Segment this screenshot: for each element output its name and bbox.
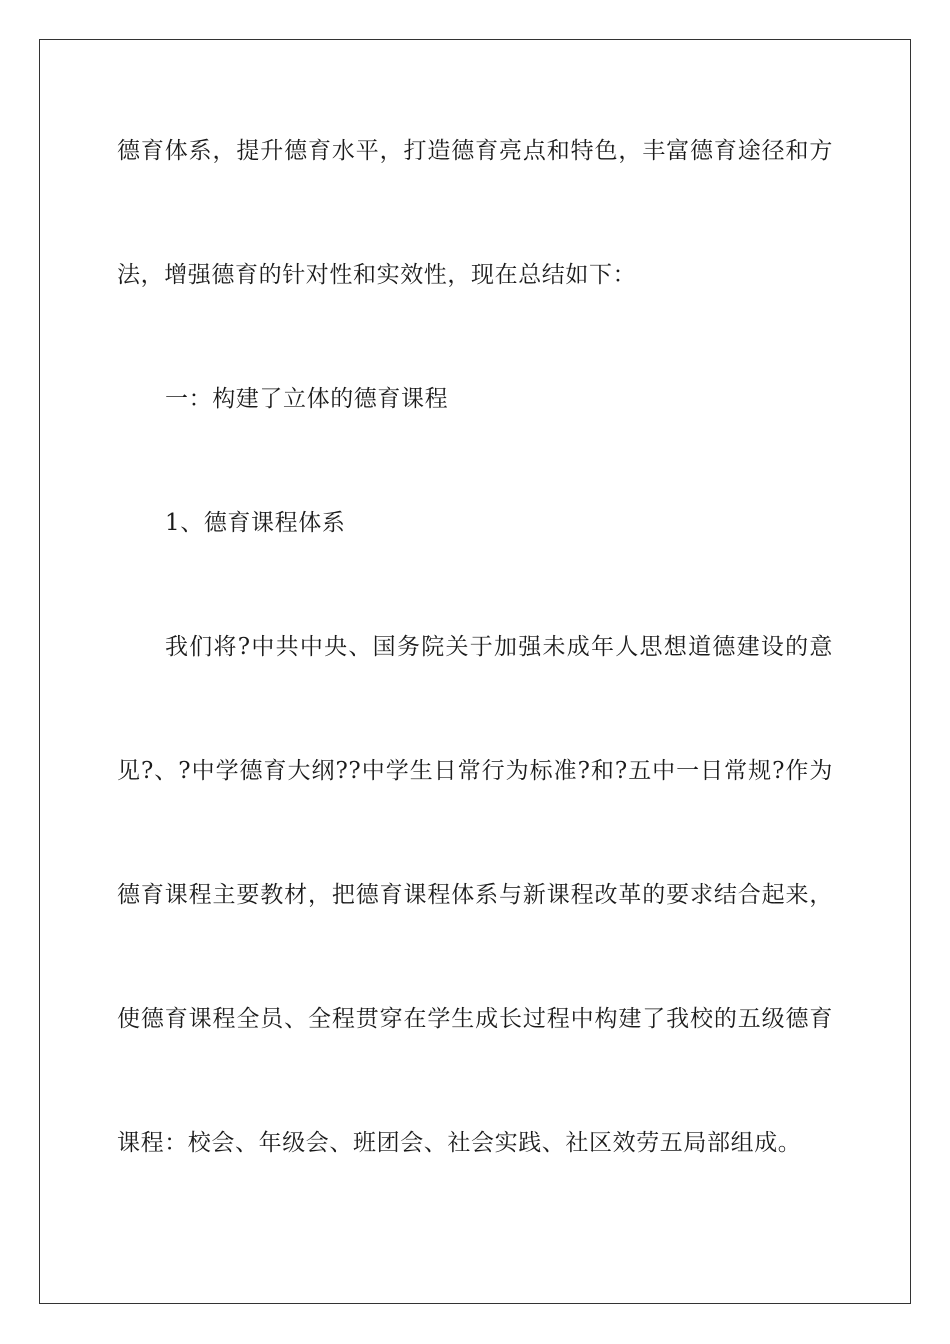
page-frame bbox=[39, 39, 911, 1304]
paragraph-line-1: 德育体系，提升德育水平，打造德育亮点和特色，丰富德育途径和方 bbox=[117, 138, 833, 164]
paragraph-line-5: 德育课程主要教材，把德育课程体系与新课程改革的要求结合起来， bbox=[117, 882, 833, 908]
paragraph-line-7: 课程：校会、年级会、班团会、社会实践、社区效劳五局部组成。 bbox=[117, 1130, 802, 1156]
subsection-heading: 1、德育课程体系 bbox=[165, 510, 346, 536]
paragraph-line-2: 法，增强德育的针对性和实效性，现在总结如下： bbox=[117, 262, 637, 288]
section-heading: 一：构建了立体的德育课程 bbox=[165, 386, 449, 412]
paragraph-line-4: 见?、?中学德育大纲??中学生日常行为标准?和?五中一日常规?作为 bbox=[117, 758, 833, 784]
paragraph-line-6: 使德育课程全员、全程贯穿在学生成长过程中构建了我校的五级德育 bbox=[117, 1006, 833, 1032]
paragraph-line-3: 我们将?中共中央、国务院关于加强未成年人思想道德建设的意 bbox=[165, 634, 833, 660]
